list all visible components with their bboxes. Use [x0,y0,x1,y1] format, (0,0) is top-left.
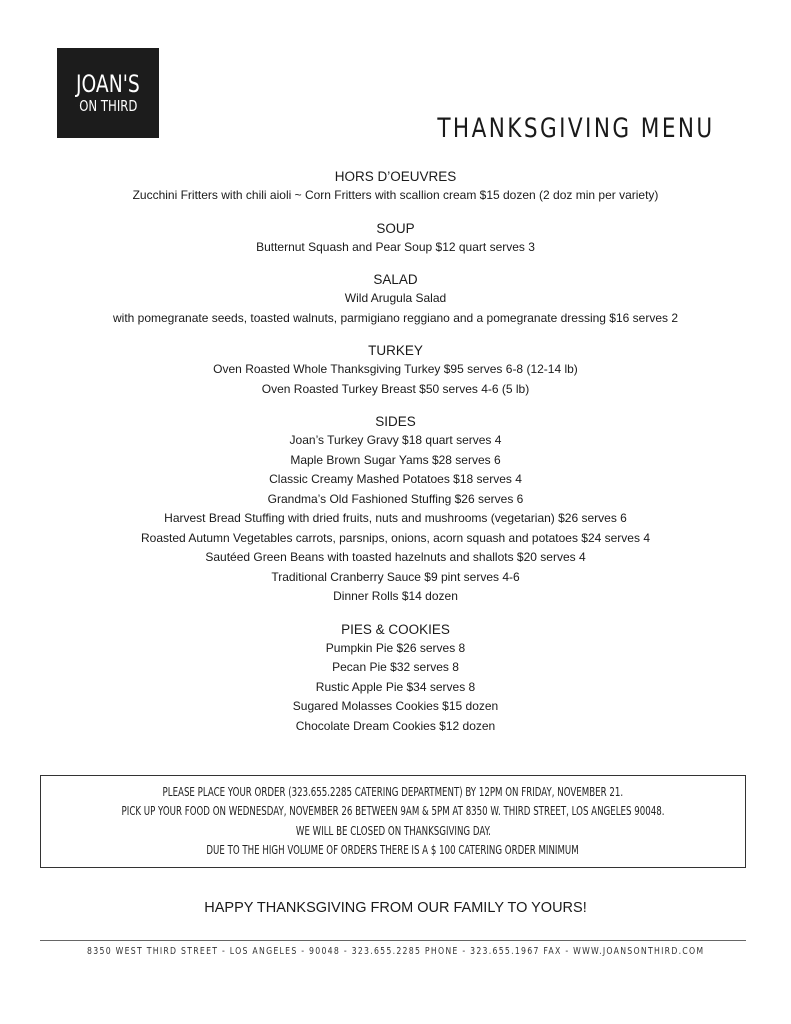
order-notice-box [40,775,746,868]
logo-line-1: JOAN'S [76,70,140,98]
section-title: HORS D’OEUVRES [334,169,457,184]
notice-line: PLEASE PLACE YOUR ORDER (323.655.2285 CATERING DEPARTMENT) BY 12PM ON FRIDAY, NOVEMBER 21. [162,784,624,799]
menu-item: Sautéed Green Beans with toasted hazelnuts and shallots $20 serves 4 [205,550,586,564]
menu-item: Butternut Squash and Pear Soup $12 quart serves 3 [256,239,535,254]
footer-divider [40,940,746,941]
section-soup [0,219,791,258]
menu-item: Oven Roasted Whole Thanksgiving Turkey $95 serves 6-8 (12-14 lb) [213,362,578,376]
menu-item: Roasted Autumn Vegetables carrots, parsnips, onions, acorn squash and potatoes $24 serves 4 [141,530,650,545]
menu-item: Chocolate Dream Cookies $12 dozen [295,718,496,733]
footer-text: 8350 WEST THIRD STREET - LOS ANGELES - 90048 - 323.655.2285 PHONE - 323.655.1967 FAX - WWW.JOANSONTHIRD.COM [87,946,705,957]
menu-item: Joan’s Turkey Gravy $18 quart serves 4 [289,433,502,447]
menu-item: Pecan Pie $32 serves 8 [332,660,459,674]
menu-item: Sugared Molasses Cookies $15 dozen [292,699,499,713]
logo-line-2: ON THIRD [78,97,138,115]
greeting: HAPPY THANKSGIVING FROM OUR FAMILY TO YOURS! [204,900,587,916]
section-title: SOUP [376,220,415,236]
joans-logo [57,48,159,138]
section-pies-cookies [0,620,791,737]
menu-item: Maple Brown Sugar Yams $28 serves 6 [290,452,501,467]
menu-list [0,167,791,749]
section-salad [0,270,791,328]
menu-item: Zucchini Fritters with chili aioli ~ Corn Fritters with scallion cream $15 dozen (2 doz min per variety) [132,188,659,202]
menu-item: Harvest Bread Stuffing with dried fruits, nuts and mushrooms (vegetarian) $26 serves 6 [164,511,627,525]
section-title: TURKEY [368,343,423,358]
menu-item: Rustic Apple Pie $34 serves 8 [315,679,476,694]
menu-item: with pomegranate seeds, toasted walnuts, parmigiano reggiano and a pomegranate dressing $16 serves 2 [112,310,679,325]
menu-title: THANKSGIVING MENU [437,113,715,144]
menu-item: Traditional Cranberry Sauce $9 pint serves 4-6 [271,569,520,584]
notice-line: WE WILL BE CLOSED ON THANKSGIVING DAY. [295,823,491,838]
section-title: PIES & COOKIES [341,621,450,637]
notice-line: PICK UP YOUR FOOD ON WEDNESDAY, NOVEMBER 26 BETWEEN 9AM & 5PM AT 8350 W. THIRD STREET, LOS ANGELES 90048. [121,804,665,818]
section-hors-doeuvres [0,167,791,206]
footer-contact [0,946,791,957]
menu-item: Oven Roasted Turkey Breast $50 serves 4-6 (5 lb) [261,381,530,396]
section-sides [0,412,791,607]
menu-item: Wild Arugula Salad [344,291,447,305]
menu-item: Pumpkin Pie $26 serves 8 [325,640,466,655]
notice-line: DUE TO THE HIGH VOLUME OF ORDERS THERE IS A $ 100 CATERING ORDER MINIMUM [206,843,580,857]
menu-item: Grandma’s Old Fashioned Stuffing $26 serves 6 [267,491,524,506]
section-turkey [0,341,791,399]
section-title: SIDES [375,414,416,429]
menu-item: Dinner Rolls $14 dozen [333,589,458,603]
section-title: SALAD [373,272,418,287]
menu-item: Classic Creamy Mashed Potatoes $18 serves 4 [269,472,522,486]
